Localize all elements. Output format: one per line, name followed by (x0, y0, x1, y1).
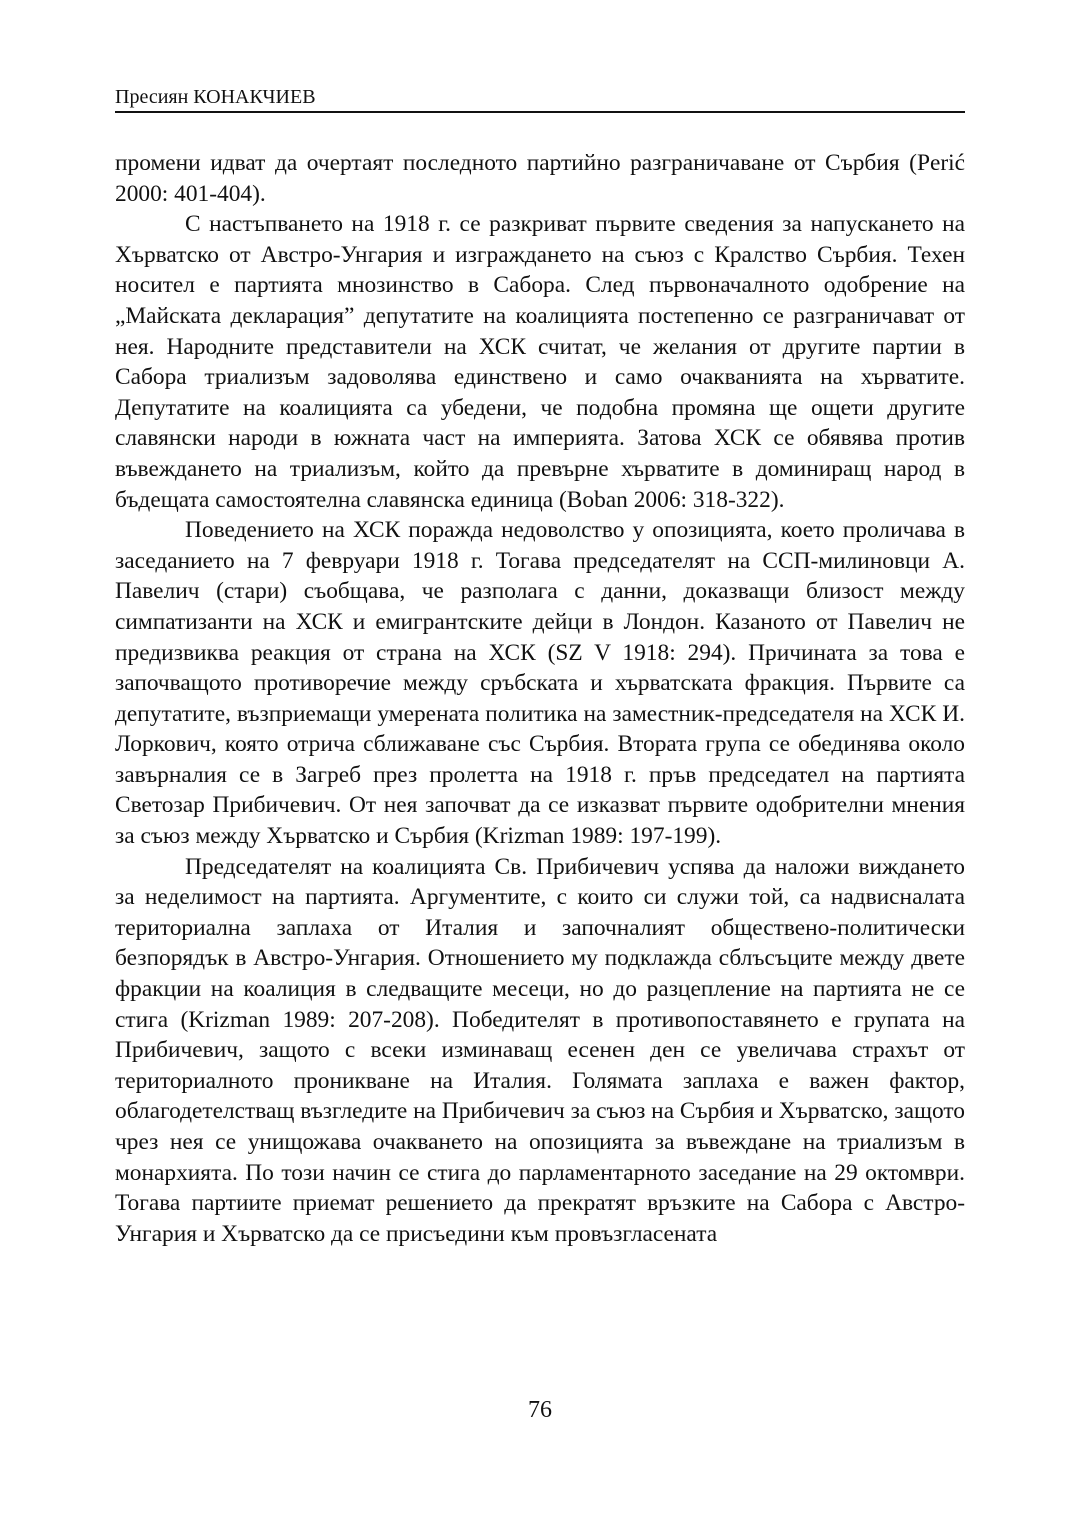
body-text (115, 148, 965, 1249)
page-number: 76 (528, 1397, 552, 1423)
paragraph-continuation: промени идват да очертаят последното партийно разграничаване от Сърбия (Perić 2000: 401-404). (115, 150, 965, 207)
paragraph: Поведението на ХСК поражда недоволство у опозицията, което проличава в заседанието на 7 февруари 1918 г. Тогава председателят на ССП-милиновци А. Павелич (стари) съобщава, че разполага с данни, доказващи близост между симпатизанти на ХСК и емигрантските дейци в Лондон. Казаното от Павелич не предизвиква реакция от страна на ХСК (SZ V 1918: 294). Причината за това е започващото противоречие между сръбската и хърватската фракция. Първите са депутатите, възприемащи умерената политика на заместник-председателя на ХСК И. Лоркович, която отрича сближаване със Сърбия. Втората група се обединява около завърналия се в Загреб през пролетта на 1918 г. пръв председател на партията Светозар Прибичевич. От нея започват да се изказват първите одобрителни мнения за съюз между Хърватско и Сърбия (Krizman 1989: 197-199). (115, 517, 965, 850)
running-header (115, 84, 965, 113)
paragraph: С настъпването на 1918 г. се разкриват първите сведения за напускането на Хърватско от Австро-Унгария и изграждането на съюз с Кралство Сърбия. Техен носител е партията мнозинство в Сабора. След първоначалното одобрение на „Майската декларация” депутатите на коалицията постепенно се разграничават от нея. Народните представители на ХСК считат, че желания от другите партии в Сабора триализъм задоволява единствено и само очакванията на хърватите. Депутатите на коалицията са убедени, че подобна промяна ще ощети другите славянски народи в южната част на империята. Затова ХСК се обявява против въвеждането на триализъм, който да превърне хърватите в доминиращ народ в бъдещата самостоятелна славянска единица (Boban 2006: 318-322). (115, 211, 965, 513)
running-title: Пресиян КОНАКЧИЕВ (115, 86, 316, 108)
paragraph: Председателят на коалицията Св. Прибичевич успява да наложи вижданeто за неделимост на партията. Аргументите, с които си служи той, са надвисналата териториална заплаха от Италия и започналият обществено-политически безпорядък в Австро-Унгария. Отношението му подклажда сблъсъците между двете фракции на коалиция в следващите месеци, но до разцепление на партията не се стига (Krizman 1989: 207-208). Победителят в противопоставянето е групата на Прибичевич, защото с всеки изминаващ есенен ден се увеличава страхът от териториалното проникване на Италия. Голямата заплаха е важен фактор, облагодетелстващ възгледите на Прибичевич за съюз на Сърбия и Хърватско, защото чрез нея се унищожава очакването на опозицията за въвеждане на триализъм в монархията. По този начин се стига до парламентарното заседание на 29 октомври. Тогава партиите приемат решението да прекратят връзките на Сабора с Австро-Унгария и Хърватско да се присъедини към провъзгласената (115, 853, 965, 1247)
